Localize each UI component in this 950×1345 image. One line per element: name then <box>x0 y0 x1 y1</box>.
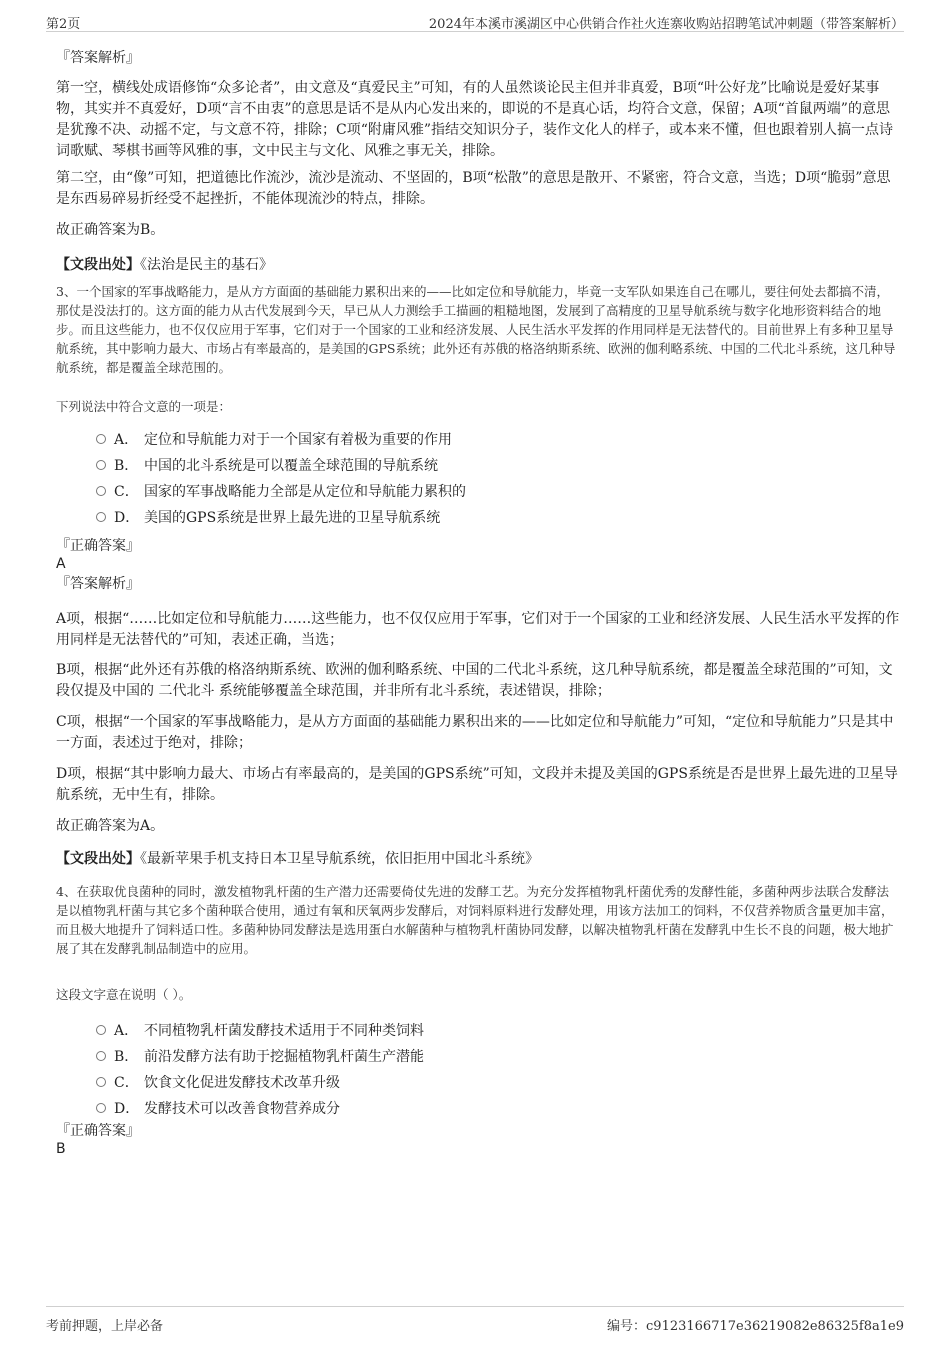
radio-icon[interactable] <box>96 1103 106 1113</box>
source-line <box>56 849 901 869</box>
correct-answer: B <box>56 1141 66 1157</box>
analysis-conclusion: 故正确答案为B。 <box>56 222 165 238</box>
footer-slogan: 考前押题，上岸必备 <box>46 1319 164 1334</box>
question-prompt: 下列说法中符合文意的一项是： <box>56 399 232 414</box>
analysis-paragraph: A项，根据“……比如定位和导航能力……这些能力，也不仅仅应用于军事，它们对于一个国家的工业和经济发展、人民生活水平发挥的作用同样是无法替代的”可知，表述正确，当选； <box>56 611 900 648</box>
radio-icon[interactable] <box>96 1051 106 1061</box>
page-number: 第2页 <box>46 17 81 32</box>
correct-answer: A <box>56 556 66 572</box>
question-prompt: 这段文字意在说明（ ）。 <box>56 987 192 1002</box>
source-title: 《最新苹果手机支持日本卫星导航系统，依旧拒用中国北斗系统》 <box>140 851 539 867</box>
option-a[interactable]: A． 不同植物乳杆菌发酵技术适用于不同种类饲料 <box>96 1021 424 1041</box>
radio-icon[interactable] <box>96 512 106 522</box>
analysis-paragraph: 第二空，由“像”可知，把道德比作流沙，流沙是流动、不坚固的，B项“松散”的意思是散开、不紧密，符合文意，当选；D项“脆弱”意思是东西易碎易折经受不起挫折，不能体现流沙的特点，排除。 <box>56 170 891 207</box>
page-footer <box>46 1306 904 1334</box>
analysis-paragraph: C项，根据“一个国家的军事战略能力，是从方方面面的基础能力累积出来的——比如定位和导航能力”可知，“定位和导航能力”只是其中一方面，表述过于绝对，排除； <box>56 714 894 751</box>
source-line <box>56 255 901 275</box>
option-b[interactable]: B． 前沿发酵方法有助于挖掘植物乳杆菌生产潜能 <box>96 1047 424 1067</box>
radio-icon[interactable] <box>96 1077 106 1087</box>
radio-icon[interactable] <box>96 1025 106 1035</box>
analysis-paragraph: B项，根据“此外还有苏俄的格洛纳斯系统、欧洲的伽利略系统、中国的二代北斗系统，这几种导航系统，都是覆盖全球范围的”可知，文段仅提及中国的 二代北斗 系统能够覆盖全球范围，并非所有北斗系统，表述错误，排除； <box>56 662 893 699</box>
analysis-paragraph: 第一空，横线处成语修饰“众多论者”，由文意及“真爱民主”可知，有的人虽然谈论民主但并非真爱，B项“叶公好龙”比喻说是爱好某事物，其实并不真爱好，D项“言不由衷”的意思是话不是从内心发出来的，即说的不是真心话，均符合文意，保留；A项“首鼠两端”的意思是犹豫不决、动摇不定，与文意不符，排除；C项“附庸风雅”指结交知识分子，装作文化人的样子，或本来不懂，但也跟着别人搞一点诗词歌赋、琴棋书画等风雅的事，文中民主与文化、风雅之事无关，排除。 <box>56 80 894 159</box>
option-a[interactable]: A． 定位和导航能力对于一个国家有着极为重要的作用 <box>96 430 452 450</box>
option-c[interactable]: C． 国家的军事战略能力全部是从定位和导航能力累积的 <box>96 482 466 502</box>
option-d[interactable]: D． 发酵技术可以改善食物营养成分 <box>96 1099 340 1119</box>
option-b[interactable]: B． 中国的北斗系统是可以覆盖全球范围的导航系统 <box>96 456 438 476</box>
analysis-conclusion: 故正确答案为A。 <box>56 818 165 834</box>
radio-icon[interactable] <box>96 460 106 470</box>
question-passage: 3、一个国家的军事战略能力，是从方方面面的基础能力累积出来的——比如定位和导航能力，毕竟一支军队如果连自己在哪儿，要往何处去都搞不清，那仗是没法打的。这方面的能力从古代发展到今天，早已从人力测绘手工描画的粗糙地图，发展到了高精度的卫星导航系统与数字化地形资料结合的地步。而且这些能力，也不仅仅应用于军事，它们对于一个国家的工业和经济发展、人民生活水平发挥的作用同样是无法替代的。目前世界上有多种卫星导航系统，其中影响力最大、市场占有率最高的，是美国的GPS系统；此外还有苏俄的格洛纳斯系统、欧洲的伽利略系统、中国的二代北斗系统，这几种导航系统，都是覆盖全球范围的。 <box>56 284 896 375</box>
option-d[interactable]: D． 美国的GPS系统是世界上最先进的卫星导航系统 <box>96 508 440 528</box>
analysis-tag: 『答案解析』 <box>56 576 140 592</box>
analysis-tag: 『答案解析』 <box>56 50 140 66</box>
option-c[interactable]: C． 饮食文化促进发酵技术改革升级 <box>96 1073 340 1093</box>
analysis-paragraph: D项，根据“其中影响力最大、市场占有率最高的，是美国的GPS系统”可知，文段并未提及美国的GPS系统是否是世界上最先进的卫星导航系统，无中生有，排除。 <box>56 766 898 803</box>
correct-answer-tag: 『正确答案』 <box>56 1123 140 1139</box>
document-title: 2024年本溪市溪湖区中心供销合作社火连寨收购站招聘笔试冲刺题（带答案解析） <box>428 17 904 32</box>
page-header <box>46 10 904 32</box>
radio-icon[interactable] <box>96 434 106 444</box>
source-label: 【文段出处】 <box>56 257 140 273</box>
question-passage: 4、在获取优良菌种的同时，激发植物乳杆菌的生产潜力还需要倚仗先进的发酵工艺。为充分发挥植物乳杆菌优秀的发酵性能，多菌种两步法联合发酵法是以植物乳杆菌与其它多个菌种联合使用，通过有氧和厌氧两步发酵后，对饲料原料进行发酵处理，用该方法加工的饲料，不仅营养物质含量更加丰富，而且极大地提升了饲料适口性。多菌种协同发酵法是选用蛋白水解菌种与植物乳杆菌协同发酵，以解决植物乳杆菌在发酵乳中生长不良的问题，极大地扩展了其在发酵乳制品制造中的应用。 <box>56 884 894 956</box>
document-id: 编号：c9123166717e36219082e86325f8a1e9 <box>607 1319 904 1334</box>
radio-icon[interactable] <box>96 486 106 496</box>
source-title: 《法治是民主的基石》 <box>140 257 273 273</box>
correct-answer-tag: 『正确答案』 <box>56 538 140 554</box>
source-label: 【文段出处】 <box>56 851 140 867</box>
